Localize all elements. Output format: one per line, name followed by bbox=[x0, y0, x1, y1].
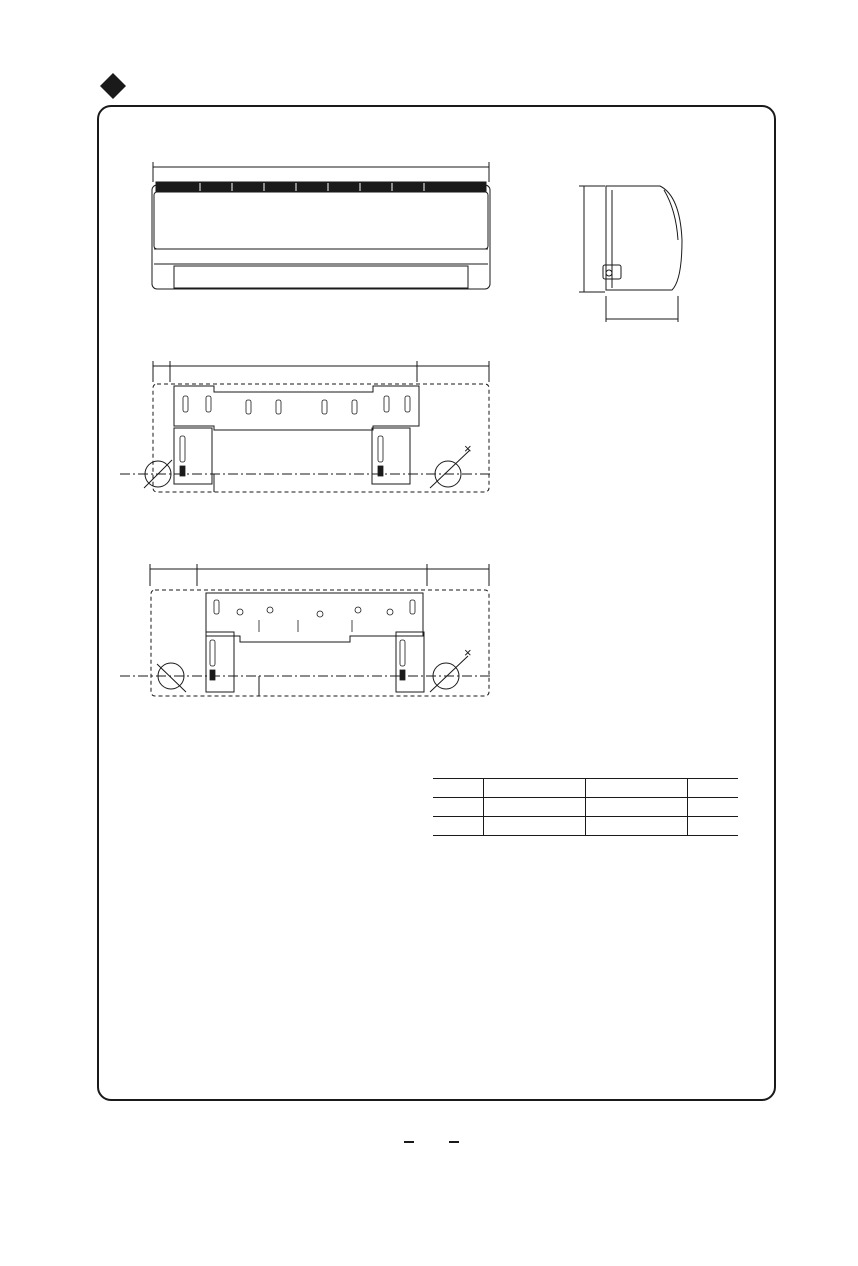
table-cell bbox=[484, 817, 586, 836]
footer-mark bbox=[449, 1141, 459, 1143]
table-cell bbox=[687, 817, 738, 836]
page-footer bbox=[0, 1132, 858, 1152]
table-cell bbox=[687, 779, 738, 798]
table-cell bbox=[484, 798, 586, 817]
hole-mark-a: × bbox=[464, 441, 472, 456]
table-cell bbox=[585, 779, 687, 798]
table-row bbox=[433, 817, 738, 836]
front-view-drawing bbox=[152, 162, 490, 289]
table-cell bbox=[484, 779, 586, 798]
mounting-plate-b-drawing bbox=[120, 564, 490, 696]
table-row bbox=[433, 779, 738, 798]
mounting-plate-a-drawing bbox=[120, 361, 490, 492]
dimension-table bbox=[433, 778, 738, 836]
table-cell bbox=[585, 817, 687, 836]
table-cell bbox=[433, 779, 484, 798]
table-cell bbox=[433, 817, 484, 836]
table-cell bbox=[687, 798, 738, 817]
table-cell bbox=[433, 798, 484, 817]
footer-mark bbox=[404, 1141, 414, 1143]
side-view-drawing bbox=[579, 186, 682, 322]
hole-mark-b: × bbox=[464, 645, 472, 660]
table-row bbox=[433, 798, 738, 817]
table-cell bbox=[585, 798, 687, 817]
